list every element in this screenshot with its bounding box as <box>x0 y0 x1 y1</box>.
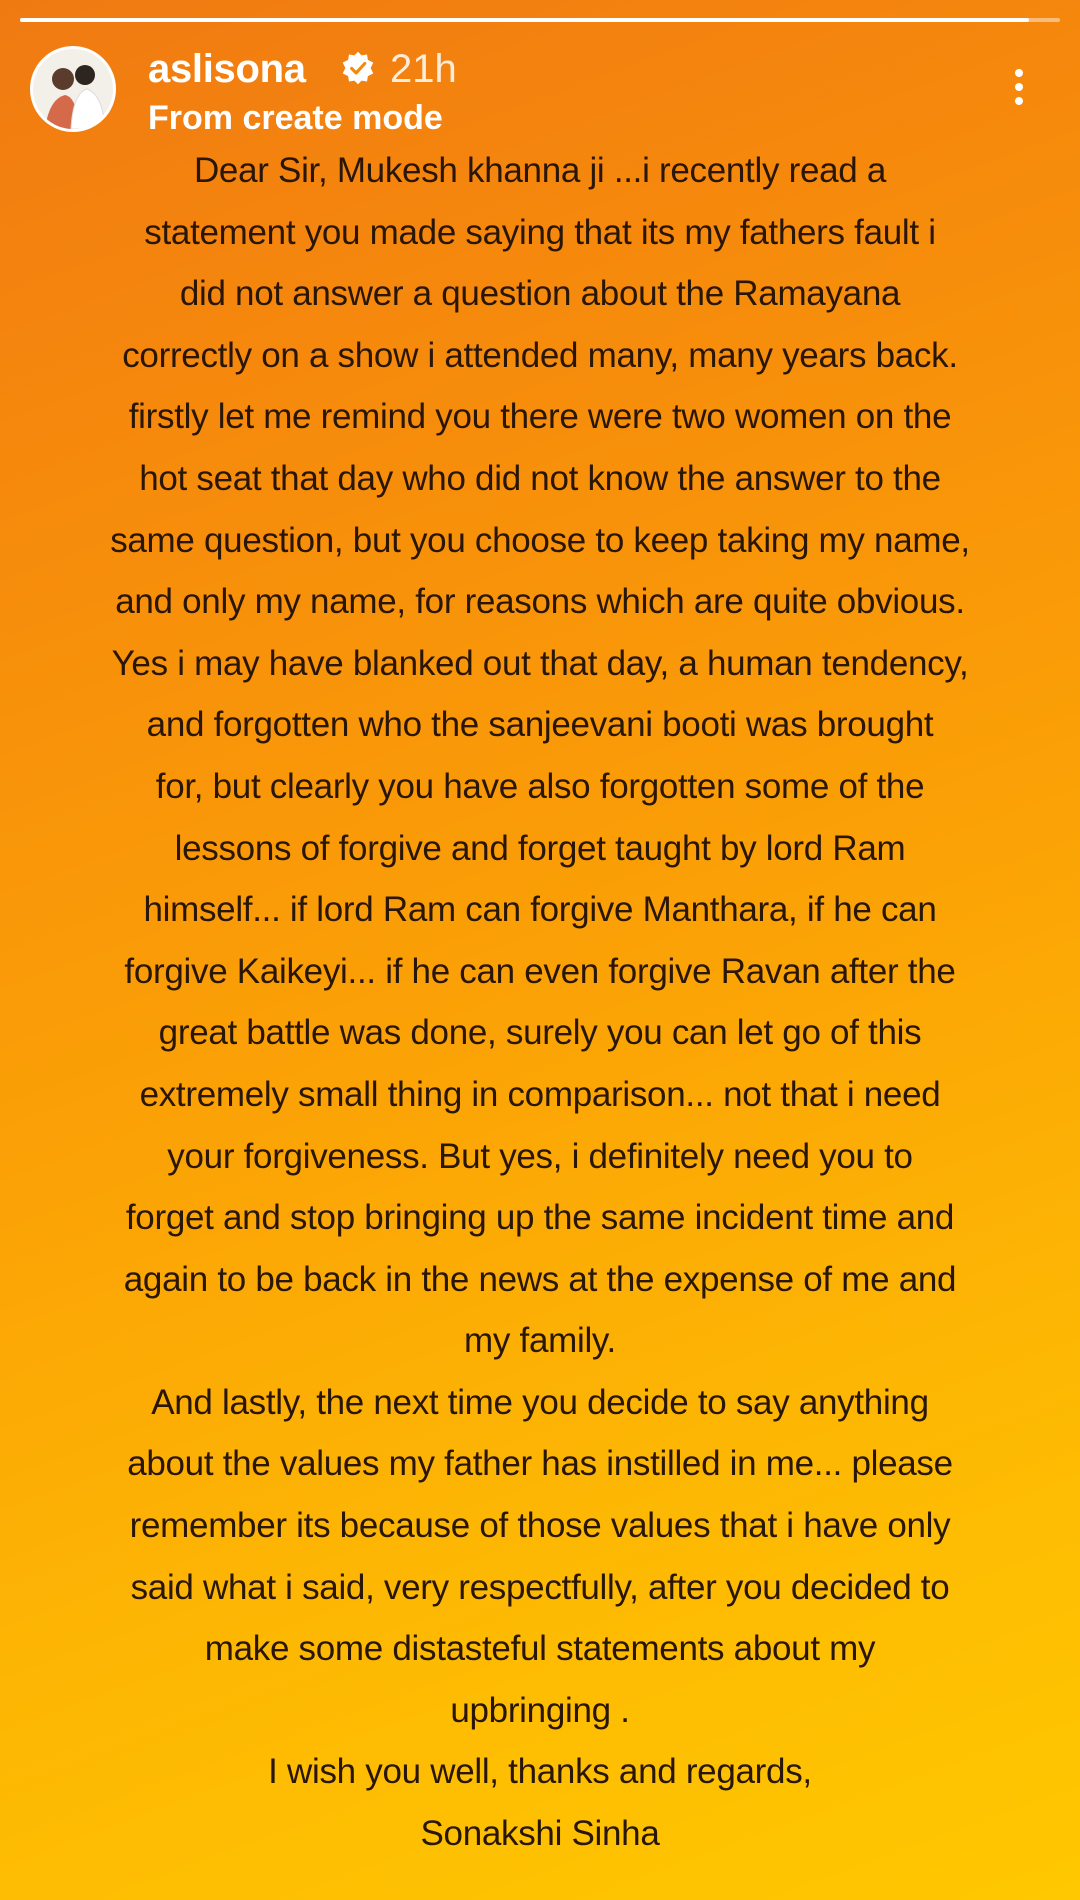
story-subtitle: From create mode <box>148 99 443 137</box>
message-line: hot seat that day who did not know the answer to the <box>139 458 941 498</box>
story-progress-fill <box>20 18 1029 22</box>
message-line: forget and stop bringing up the same incident time and <box>125 1198 955 1238</box>
message-line: forgive Kaikeyi... if he can even forgive Ravan after the <box>124 951 956 991</box>
message-line: himself... if lord Ram can forgive Manthara, if he can <box>143 890 937 930</box>
message-line: remember its because of those values that i have only <box>129 1506 951 1546</box>
username[interactable]: aslisona <box>148 47 306 91</box>
more-options-button[interactable] <box>1004 62 1034 112</box>
avatar[interactable] <box>30 46 116 132</box>
message-line: and only my name, for reasons which are quite obvious. <box>115 582 965 622</box>
message-line: extremely small thing in comparison... not that i need <box>139 1074 941 1114</box>
message-line: Yes i may have blanked out that day, a human tendency, <box>111 643 969 683</box>
message-line: did not answer a question about the Ramayana <box>179 274 901 314</box>
message-line: your forgiveness. But yes, i definitely need you to <box>167 1136 913 1176</box>
message-line: again to be back in the news at the expense of me and <box>123 1259 957 1299</box>
story-header <box>30 44 1050 140</box>
message-line: statement you made saying that its my fathers fault i <box>144 212 936 252</box>
story-message <box>60 140 1020 1865</box>
message-line: make some distasteful statements about my <box>204 1629 876 1669</box>
post-time: 21h <box>390 47 457 91</box>
message-line: my family. <box>464 1321 616 1361</box>
message-line: upbringing . <box>450 1690 630 1730</box>
message-line: for, but clearly you have also forgotten some of the <box>155 766 925 806</box>
message-line: and forgotten who the sanjeevani booti was brought <box>146 705 934 745</box>
message-line: said what i said, very respectfully, after you decided to <box>130 1567 950 1607</box>
message-line: lessons of forgive and forget taught by lord Ram <box>174 828 906 868</box>
message-line: great battle was done, surely you can let go of this <box>158 1013 922 1053</box>
more-vertical-icon <box>1015 69 1023 77</box>
story-progress-bar <box>20 18 1060 22</box>
message-line: same question, but you choose to keep taking my name, <box>110 520 970 560</box>
message-line: firstly let me remind you there were two women on the <box>128 397 952 437</box>
message-line: Dear Sir, Mukesh khanna ji ...i recently read a <box>193 151 887 190</box>
verified-badge-icon <box>340 50 376 86</box>
message-line: about the values my father has instilled in me... please <box>127 1444 953 1484</box>
message-line: And lastly, the next time you decide to say anything <box>151 1382 929 1422</box>
message-line: correctly on a show i attended many, many years back. <box>122 335 958 375</box>
message-line: Sonakshi Sinha <box>420 1814 660 1854</box>
message-line: I wish you well, thanks and regards, <box>268 1752 812 1792</box>
